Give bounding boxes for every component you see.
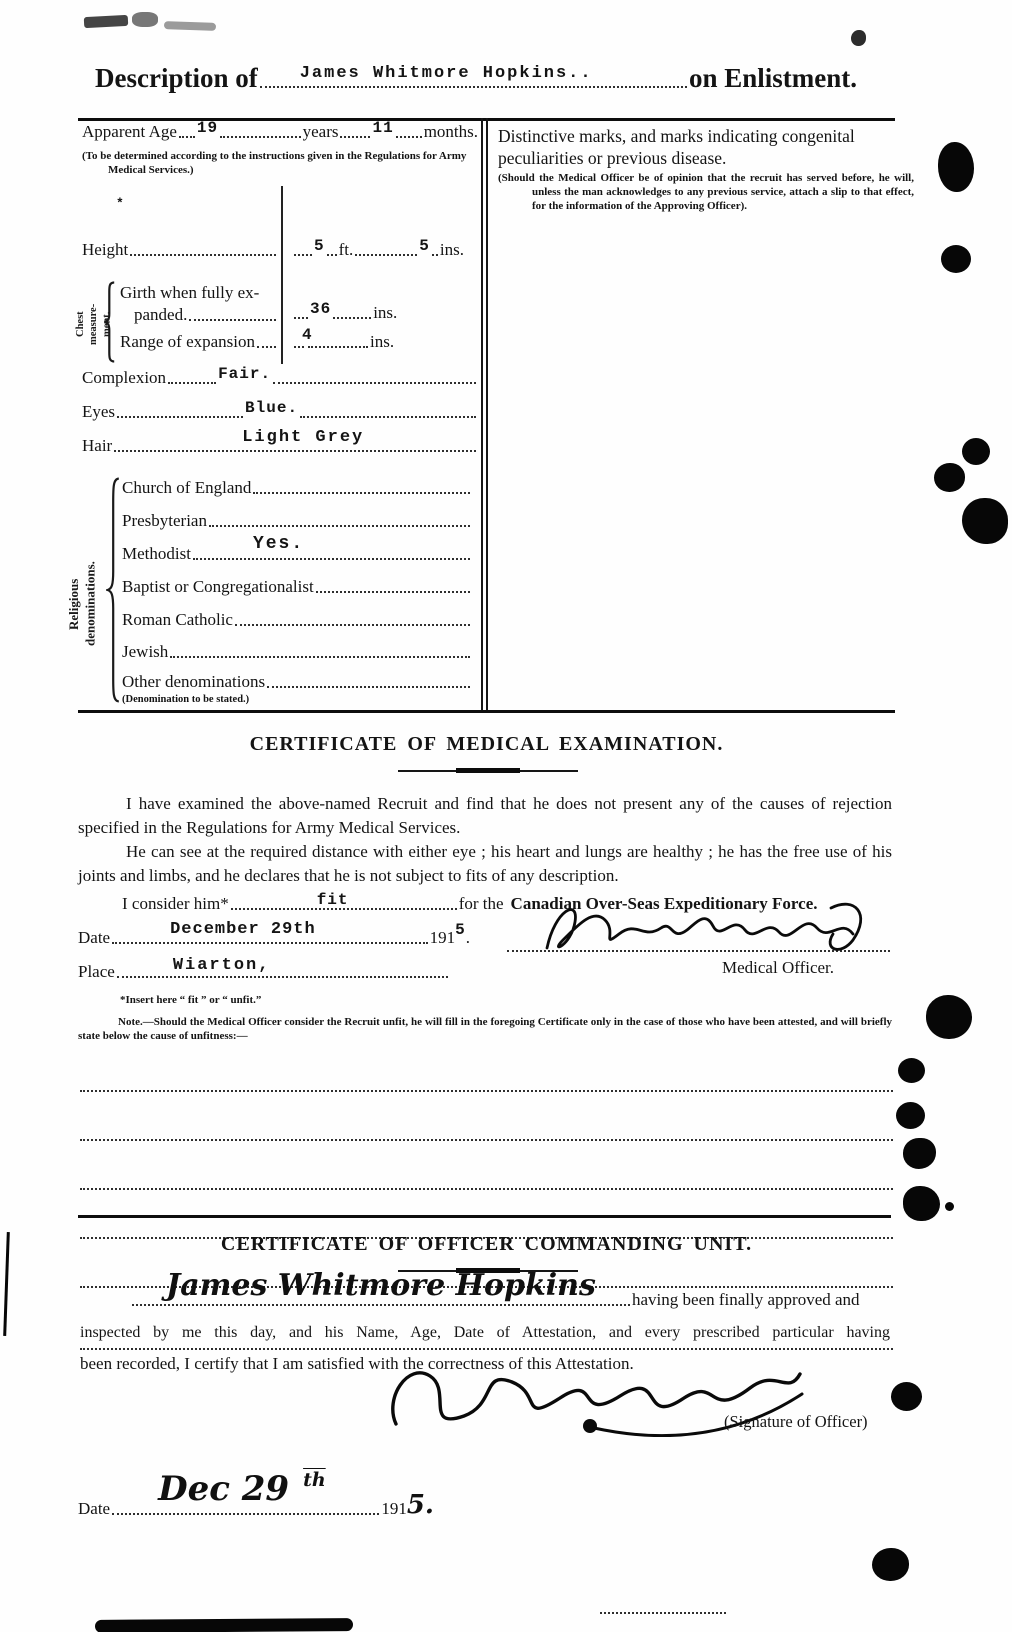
distinctive-marks-heading: Distinctive marks, and marks indicating congenital peculiarities or previous disease. bbox=[498, 126, 855, 168]
commanding-certificate-title: CERTIFICATE OF OFFICER COMMANDING UNIT. bbox=[220, 1233, 753, 1255]
date-superscript: th bbox=[303, 1469, 326, 1492]
place-row bbox=[78, 956, 450, 982]
ink-blot bbox=[941, 245, 971, 273]
range-value: 4 bbox=[302, 326, 313, 345]
apparent-age-years-value: 19 bbox=[196, 119, 219, 138]
ink-blot bbox=[926, 995, 972, 1039]
apparent-age-row bbox=[82, 119, 478, 142]
header-suffix: on Enlistment. bbox=[688, 63, 857, 93]
range-label: Range of expansion bbox=[120, 332, 256, 351]
girth-label-line1: Girth when fully ex- bbox=[120, 283, 260, 302]
range-unit: ins. bbox=[370, 332, 395, 351]
ink-blot bbox=[891, 1382, 922, 1411]
medical-officer-label: Medical Officer. bbox=[722, 958, 835, 977]
inches-unit: ins. bbox=[439, 240, 464, 259]
commanding-line3: been recorded, I certify that I am satisfied with the correctness of this Attestation. bbox=[80, 1354, 634, 1373]
year-printed: 191 bbox=[429, 928, 456, 947]
complexion-label: Complexion bbox=[82, 368, 167, 387]
fit-value: fit bbox=[316, 891, 349, 910]
commanding-year-printed: 191 bbox=[381, 1498, 407, 1518]
bottom-ink-bar bbox=[95, 1618, 353, 1632]
ink-blot bbox=[903, 1186, 940, 1221]
ink-smudge bbox=[132, 12, 158, 27]
commanding-date-label: Date bbox=[78, 1498, 111, 1518]
girth-label-line2: panded. bbox=[134, 305, 188, 324]
girth-value-row bbox=[292, 300, 464, 323]
recruit-name-row bbox=[130, 1268, 888, 1310]
medical-certificate-title: CERTIFICATE OF MEDICAL EXAMINATION. bbox=[249, 733, 724, 755]
ink-smudge bbox=[851, 30, 866, 46]
header-prefix: Description of bbox=[95, 63, 258, 93]
ink-blot bbox=[934, 463, 965, 492]
section-rule bbox=[78, 1215, 891, 1218]
apparent-age-months-value: 11 bbox=[372, 119, 394, 138]
religion-row-roman-catholic: Roman Catholic bbox=[122, 610, 472, 630]
eyes-value: Blue. bbox=[245, 399, 299, 418]
ink-blot bbox=[945, 1202, 954, 1211]
range-value-row bbox=[292, 326, 464, 352]
box-bottom-border bbox=[78, 710, 895, 713]
edge-mark bbox=[3, 1232, 10, 1336]
religion-row-baptist: Baptist or Congregationalist bbox=[122, 577, 472, 597]
religion-row-other: Other denominations bbox=[122, 672, 472, 692]
apparent-age-note: (To be determined according to the instructions given in the Regulations for Army Medical Services.) bbox=[82, 150, 467, 176]
stray-typed-mark: * bbox=[116, 196, 125, 211]
years-unit: years bbox=[302, 122, 339, 141]
ink-smudge bbox=[164, 21, 216, 31]
commanding-line2: inspected by me this day, and his Name, Age, Date of Attestation, and every prescribed particular having bbox=[80, 1324, 890, 1341]
ink-blot bbox=[896, 1102, 925, 1129]
medical-title-divider bbox=[398, 768, 578, 773]
place-label: Place bbox=[78, 962, 115, 981]
apparent-age-label: Apparent Age bbox=[82, 122, 177, 141]
commanding-date-value: Dec 29 bbox=[158, 1469, 290, 1510]
hair-label: Hair bbox=[82, 436, 113, 455]
box-inner-divider bbox=[281, 186, 283, 364]
height-value-row bbox=[292, 237, 464, 260]
complexion-value: Fair. bbox=[218, 365, 272, 384]
unfit-note: Note.—Should the Medical Officer consider the Recruit unfit, he will fill in the foregoing Certificate only in the case of those who have been attested, and will briefly state below the cause of unfitness:— bbox=[78, 1016, 892, 1042]
approved-text: having been finally approved and bbox=[632, 1290, 860, 1309]
insert-fit-note: *Insert here “ fit ” or “ unfit.” bbox=[120, 994, 262, 1006]
girth-label-line2-row bbox=[134, 305, 278, 325]
medical-date-label: Date bbox=[78, 928, 111, 947]
commanding-date-row bbox=[78, 1469, 434, 1520]
religion-group-label: Religious denominations. bbox=[66, 561, 98, 647]
chest-group-label: Chest measure- ment. bbox=[75, 303, 113, 345]
height-inches-value: 5 bbox=[419, 237, 430, 256]
medical-year-value: 5 bbox=[455, 921, 466, 940]
ink-blot bbox=[872, 1548, 909, 1581]
officer-signature-line bbox=[600, 1592, 726, 1614]
recruit-name-handwritten: James Whitmore Hopkins bbox=[166, 1268, 596, 1304]
ink-blot bbox=[903, 1138, 936, 1169]
medical-officer-signature bbox=[535, 888, 875, 968]
page-header bbox=[95, 62, 857, 94]
eyes-row bbox=[82, 399, 478, 422]
girth-value: 36 bbox=[310, 300, 332, 319]
blank-line bbox=[80, 1168, 893, 1190]
height-feet-value: 5 bbox=[314, 237, 325, 256]
ink-blot bbox=[898, 1058, 925, 1083]
religion-row-methodist: Methodist Yes. bbox=[122, 544, 472, 564]
religion-row-presbyterian: Presbyterian bbox=[122, 511, 472, 531]
eyes-label: Eyes bbox=[82, 402, 116, 421]
ink-smudge bbox=[84, 15, 129, 28]
ink-blot bbox=[962, 438, 990, 465]
range-label-row bbox=[120, 332, 278, 352]
religion-brace bbox=[106, 474, 122, 706]
blank-line bbox=[80, 1119, 893, 1141]
girth-unit: ins. bbox=[373, 303, 398, 322]
height-label: Height bbox=[82, 240, 129, 259]
distinctive-marks-note: (Should the Medical Officer be of opinion that the recruit has served before, he will, unless the man acknowledges to any previous service, attach a slip to that effect, for the information of the Approving Officer). bbox=[498, 172, 914, 212]
blank-line bbox=[80, 1070, 893, 1092]
months-unit: months. bbox=[423, 122, 478, 141]
signature-of-officer-label: (Signature of Officer) bbox=[724, 1412, 868, 1431]
hair-value: Light Grey bbox=[242, 428, 365, 448]
feet-unit: ft. bbox=[338, 240, 354, 259]
medical-date-row: Date December 29th 191 5 . bbox=[78, 920, 470, 947]
religion-row-church-of-england: Church of England bbox=[122, 478, 472, 498]
medical-paragraph-2: He can see at the required distance with either eye ; his heart and lungs are healthy ; he has the free use of his joints and limbs, and he declares that he is not subject to fits of any description. bbox=[78, 842, 892, 885]
commanding-year-value: 5. bbox=[406, 1490, 434, 1520]
religion-row-jewish: Jewish bbox=[122, 642, 472, 662]
consider-mid: for the bbox=[458, 894, 504, 913]
recruit-name: James Whitmore Hopkins.. bbox=[299, 64, 593, 84]
medical-date-value: December 29th bbox=[170, 920, 316, 940]
medical-paragraph-1: I have examined the above-named Recruit and find that he does not present any of the causes of rejection specified in the Regulations for Army Medical Services. bbox=[78, 794, 892, 837]
chest-brace bbox=[103, 280, 117, 364]
consider-prefix: I consider him* bbox=[122, 894, 229, 913]
hair-row bbox=[82, 428, 478, 456]
methodist-value: Yes. bbox=[252, 534, 305, 555]
ink-blot bbox=[938, 142, 974, 192]
ink-blot bbox=[962, 498, 1008, 544]
box-center-divider bbox=[481, 118, 488, 710]
complexion-row bbox=[82, 365, 478, 388]
place-value: Wiarton, bbox=[172, 956, 271, 976]
consider-force: Canadian Over-Seas Expeditionary Force. bbox=[510, 894, 818, 913]
other-denominations-note: (Denomination to be stated.) bbox=[122, 694, 250, 705]
header-name-line bbox=[260, 64, 687, 88]
height-label-row bbox=[82, 240, 278, 260]
